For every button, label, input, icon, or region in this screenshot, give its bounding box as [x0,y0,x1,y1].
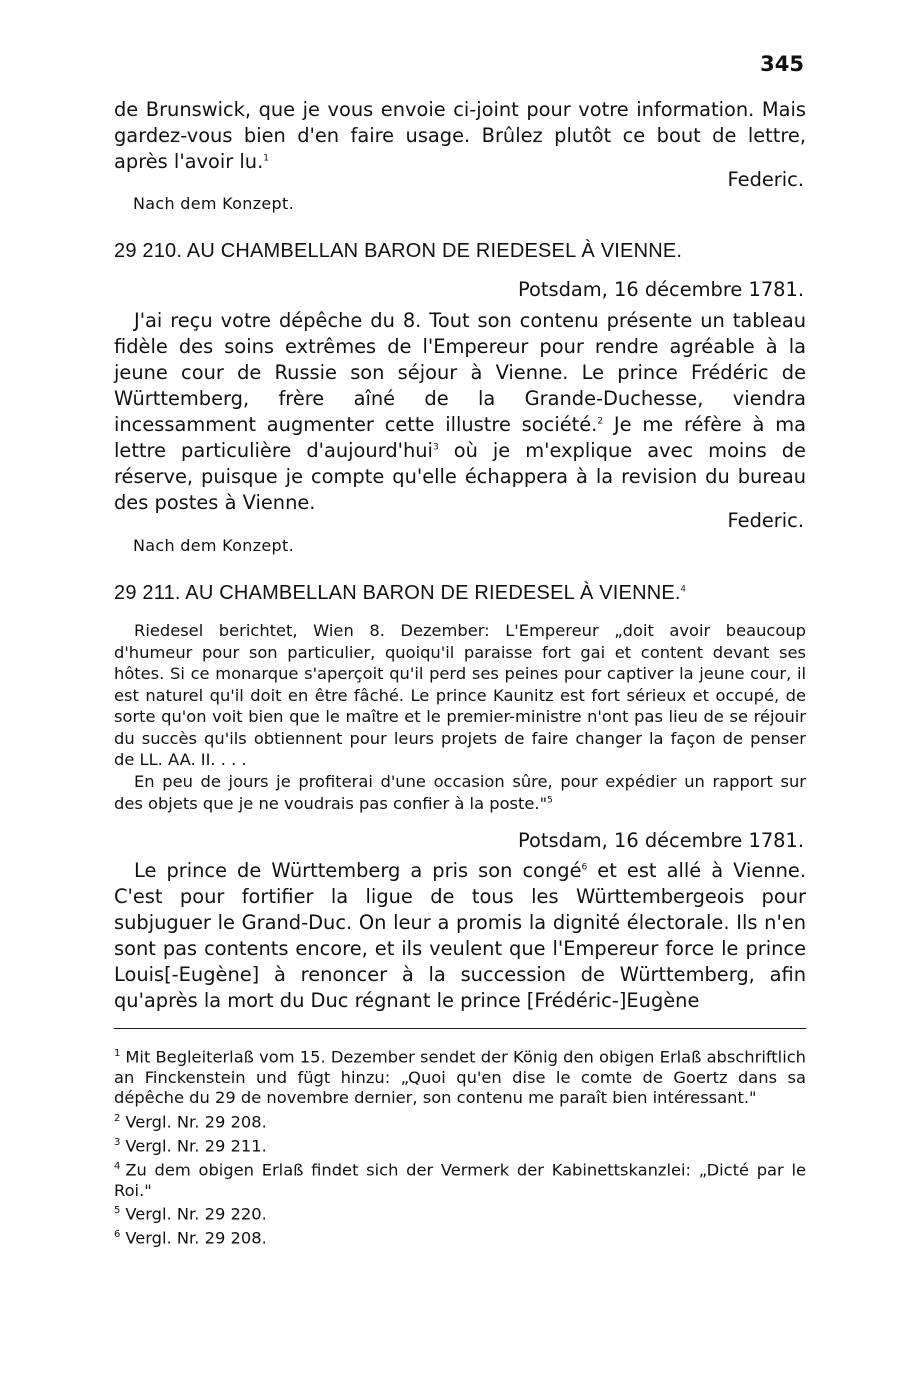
footnote-ref-6: 6 [581,862,588,873]
footnote-mark: 3 [114,1136,121,1148]
footnote-text: Vergl. Nr. 29 220. [125,1204,267,1224]
footnote-mark: 6 [114,1229,121,1241]
footnote-ref-1: 1 [263,153,269,164]
footnote-ref-3: 3 [432,442,439,453]
footnote [114,1157,806,1201]
letter-29210-signature: Federic. [727,509,804,532]
footnote-mark: 5 [114,1205,121,1217]
footnotes [114,1044,806,1249]
letter-29210-source: Nach dem Konzept. [133,536,294,555]
footnote [114,1225,806,1249]
footnote [114,1201,806,1225]
letter-29211-body-2: et est allé à Vienne. C'est pour fortifier la ligue de tous les Württembergeois pour subjuguer le Grand-Duc. On leur a promis la dignité électorale. Ils n'en sont pas contents encore, et ils veulent que l'Empereur force le prince Louis[-Eugène] à renoncer à la succession de Württemberg, afin qu'après la mort du Duc régnant le prince [Frédéric-]Eugène [114,859,806,1012]
footnote-ref-5: 5 [547,795,553,806]
footnote-ref-2: 2 [597,416,604,427]
letter-29211-dateline: Potsdam, 16 décembre 1781. [518,829,804,852]
letter-29210-body-3: où je m'explique avec moins de réserve, puisque je compte qu'elle échappera à la revision du bureau des postes à Vienne. [114,439,806,514]
footnote-mark: 2 [114,1112,121,1124]
footnote-text: Vergl. Nr. 29 208. [125,1112,267,1132]
letter-29210-dateline: Potsdam, 16 décembre 1781. [518,278,804,301]
footnote-ref-4: 4 [680,583,686,594]
footnote-mark: 1 [114,1048,121,1059]
footnote-divider [114,1028,806,1029]
letter-29211-heading-text: 29 211. AU CHAMBELLAN BARON DE RIEDESEL À VIENNE. [114,582,681,604]
footnote-text: Vergl. Nr. 29 208. [125,1228,267,1248]
prev-letter-body: de Brunswick, que je vous envoie ci-joint pour votre information. Mais gardez-vous bien d'en faire usage. Brûlez plutôt ce bout de lettre, après l'avoir lu. [114,98,806,173]
letter-29210-heading: 29 210. AU CHAMBELLAN BARON DE RIEDESEL À VIENNE. [114,240,683,262]
page-number: 345 [760,52,804,76]
letter-29211-quote-2 [114,771,806,814]
letter-29210-body-1: J'ai reçu votre dépêche du 8. Tout son contenu présente un tableau fidèle des soins extrêmes de l'Empereur pour rendre agréable à la jeune cour de Russie son séjour à Vienne. Le prince Frédéric de Württemberg, frère aîné de la Grande-Duchesse, viendra incessamment augmenter cette illustre société. [114,309,806,436]
footnote-text: Mit Begleiterlaß vom 15. Dezember sendet der König den obigen Erlaß abschriftlich an Finckenstein und fügt hinzu: „Quoi qu'en dise le comte de Goertz dans sa dépêche du 29 de novembre dernier, son contenu me paraît bien intéressant." [114,1047,806,1108]
letter-29211-heading [114,582,806,605]
footnote [114,1133,806,1157]
prev-letter-source: Nach dem Konzept. [133,194,294,213]
letter-29210-text [114,308,806,516]
letter-29211-text [114,858,806,1014]
letter-29211-quote-2-body: En peu de jours je profiterai d'une occasion sûre, pour expédier un rapport sur des objets que je ne voudrais pas confier à la poste." [114,772,806,813]
footnote [114,1044,806,1109]
footnote-mark: 4 [114,1160,121,1172]
footnote-text: Vergl. Nr. 29 211. [125,1136,267,1156]
letter-29211-body-1: Le prince de Württemberg a pris son congé [134,859,582,882]
footnote [114,1109,806,1133]
footnote-text: Zu dem obigen Erlaß findet sich der Vermerk der Kabinettskanzlei: „Dicté par le Roi." [114,1160,806,1200]
prev-letter-signature: Federic. [727,168,804,191]
letter-29210-body-2: Je me réfère à ma lettre particulière d'aujourd'hui [114,413,806,462]
letter-29211-quote-1: Riedesel berichtet, Wien 8. Dezember: L'Empereur „doit avoir beaucoup d'humeur pour son particulier, quoiqu'il paraisse fort gai et content devant ses hôtes. Si ce monarque s'aperçoit qu'il perd ses peines pour captiver la jeune cour, il est naturel qu'il doit en être fâché. Le prince Kaunitz est fort sérieux et occupé, de sorte qu'on voit bien que le maître et le premier-ministre n'ont pas lieu de se réjouir du succès qu'ils obtiennent pour leurs projets de faire changer la façon de penser de LL. AA. II. . . . [114,621,806,769]
prev-letter-text [114,97,806,175]
